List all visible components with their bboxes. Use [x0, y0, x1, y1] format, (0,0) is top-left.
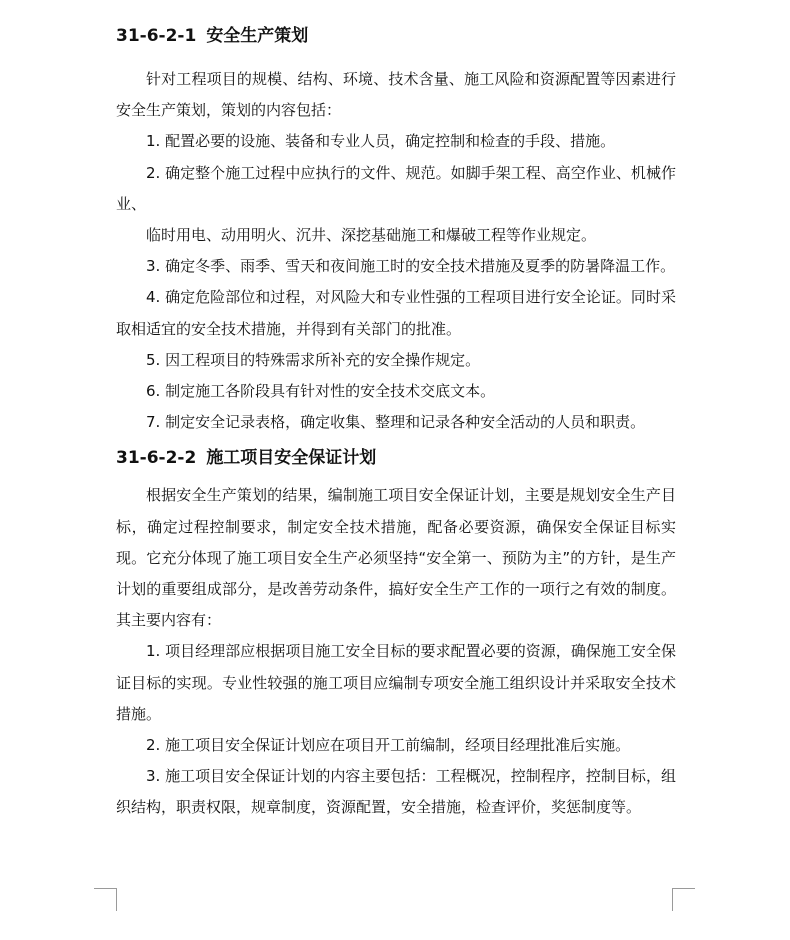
section-heading-safety-assurance-plan	[116, 438, 676, 480]
paragraph: 针对工程项目的规模、结构、环境、技术含量、施工风险和资源配置等因素进行安全生产策划，策划的内容包括：	[116, 70, 676, 120]
paragraph: 根据安全生产策划的结果，编制施工项目安全保证计划，主要是规划安全生产目标，确定过程控制要求，制定安全技术措施，配备必要资源，确保安全保证目标实现。它充分体现了施工项目安全生产必须坚持“安全第一、预防为主”的方针，是生产计划的重要组成部分，是改善劳动条件，搞好安全生产工作的一项行之有效的制度。其主要内容有：	[116, 486, 676, 630]
list-item: 2. 确定整个施工过程中应执行的文件、规范。如脚手架工程、高空作业、机械作业、	[116, 163, 676, 213]
section-number: 31-6-2-2	[116, 448, 197, 469]
page-corner-marker-right	[672, 888, 695, 911]
page-content	[116, 0, 676, 824]
list-item: 4. 确定危险部位和过程，对风险大和专业性强的工程项目进行安全论证。同时采取相适宜的安全技术措施，并得到有关部门的批准。	[116, 288, 676, 338]
paragraph: 临时用电、动用明火、沉井、深挖基础施工和爆破工程等作业规定。	[146, 226, 597, 245]
section-heading-safety-planning	[116, 0, 676, 64]
list-item: 3. 施工项目安全保证计划的内容主要包括：工程概况，控制程序，控制目标，组织结构，职责权限，规章制度，资源配置，安全措施，检查评价，奖惩制度等。	[116, 767, 676, 817]
section-title: 安全生产策划	[206, 26, 309, 46]
list-item: 3. 确定冬季、雨季、雪天和夜间施工时的安全技术措施及夏季的防暑降温工作。	[146, 257, 676, 276]
list-item: 7. 制定安全记录表格，确定收集、整理和记录各种安全活动的人员和职责。	[146, 413, 646, 432]
list-item: 6. 制定施工各阶段具有针对性的安全技术交底文本。	[146, 382, 496, 401]
list-item: 1. 配置必要的设施、装备和专业人员，确定控制和检查的手段、措施。	[146, 132, 616, 151]
list-item: 1. 项目经理部应根据项目施工安全目标的要求配置必要的资源，确保施工安全保证目标的实现。专业性较强的施工项目应编制专项安全施工组织设计并采取安全技术措施。	[116, 642, 676, 723]
section-number: 31-6-2-1	[116, 26, 197, 46]
list-item: 2. 施工项目安全保证计划应在项目开工前编制，经项目经理批准后实施。	[146, 736, 631, 755]
list-item: 5. 因工程项目的特殊需求所补充的安全操作规定。	[146, 350, 481, 369]
section-title: 施工项目安全保证计划	[206, 448, 377, 469]
page-corner-marker-left	[94, 888, 117, 911]
